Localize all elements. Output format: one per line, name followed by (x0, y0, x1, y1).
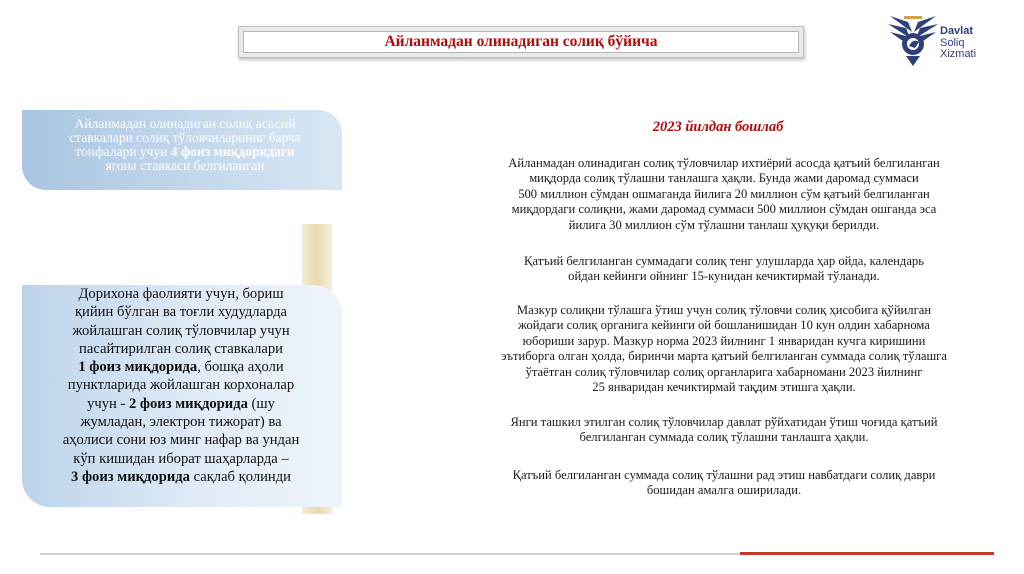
title-inner (243, 31, 799, 53)
paragraph-monthly-payment: Қатъий белгиланган суммадаги солиқ тенг улушларда ҳар ойда, календарь ойдан кейинги ойнинг 15-кунидан кечиктирмай тўланади. (524, 254, 924, 284)
box2-line: жумладан, электрон тижорат) ва (80, 414, 282, 431)
footer-divider (40, 553, 740, 555)
paragraph-fixed-amount: Айланмадан олинадиган солиқ тўловчилар ихтиёрий асосда қатъий белгиланган миқдорда солиқ тўлашни танлашга ҳақли. Бунда жами даромад суммаси 500 миллион сўмдан ошмаганда йилига 20 миллион сўм қатъий белгиланган миқдордаги солиқни, жами даромад суммаси 500 миллион сўмдан ошганда эса йилига 30 миллион сўм тўлашни танлаш ҳуқуқи берилди. (508, 156, 940, 232)
logo-line-soliq: Soliq (940, 36, 965, 49)
rate-info-text (40, 117, 330, 173)
box2-line: пунктларида жойлашган корхоналар (67, 377, 295, 394)
box2-line: 3 фоиз миқдорида сақлаб қолинди (71, 468, 291, 485)
box1-line: Айланмадан олинадиган солиқ асосий (74, 116, 296, 131)
paragraph-new-taxpayers: Янги ташкил этилган солиқ тўловчилар давлат рўйхатидан ўтиш чоғида қатъий белгиланган суммада солиқ тўлашни танлашга ҳақли. (510, 415, 938, 445)
page-title: Айланмадан олинадиган солиқ бўйича (384, 33, 658, 50)
reduced-rates-text (28, 285, 334, 486)
box1-line: ставкалари солиқ тўловчиларнинг барча (69, 130, 301, 145)
paragraph-notification: Мазкур солиқни тўлашга ўтиш учун солиқ тўловчи солиқ ҳисобига қўйилган жойдаги солиқ органига кейинги ой бошланишидан 10 кун олдин хабарнома юбориши зарур. Мазкур норма 2023 йилнинг 1 январидан кучга киришини эътиборга олган ҳолда, биринчи марта қатъий белгиланган суммада солиқ тўлашга ўтаётган солиқ тўловчилар солиқ органларига хабарномани 2023 йилнинг 25 январидан кечиктирмай тақдим этишга ҳақли. (501, 303, 947, 395)
title-bar (238, 26, 804, 58)
box1-line: тоифалари учун 4 фоиз миқдоридаги (75, 144, 295, 159)
box2-line: Дорихона фаолияти учун, бориш (78, 286, 284, 302)
logo-line-davlat: Davlat (940, 25, 974, 37)
box2-line: қийин бўлган ва тоғли худудларда (74, 304, 288, 321)
box2-line: аҳолиси сони юз минг нафар ва ундан (62, 432, 300, 449)
box1-line: ягона ставкаси белгиланган (105, 158, 265, 173)
box2-line: 1 фоиз миқдорида, бошқа аҳоли (78, 359, 284, 376)
year-heading: 2023 йилдан бошлаб (652, 119, 784, 135)
paragraph-refusal: Қатъий белгиланган суммада солиқ тўлашни рад этиш навбатдаги солиқ даври бошидан амалга оширилади. (512, 468, 936, 498)
box2-line: учун - 2 фоиз миқдорида (шу (87, 395, 275, 412)
box2-line: пасайтирилган солиқ ставкалари (79, 340, 283, 357)
footer-accent (740, 552, 994, 555)
logo-line-xizmati: Xizmati (940, 48, 977, 60)
box2-line: жойлашган солиқ тўловчилар учун (72, 322, 290, 339)
logo-text (940, 26, 976, 61)
box2-line: кўп кишидан иборат шаҳарларда – (73, 450, 289, 467)
